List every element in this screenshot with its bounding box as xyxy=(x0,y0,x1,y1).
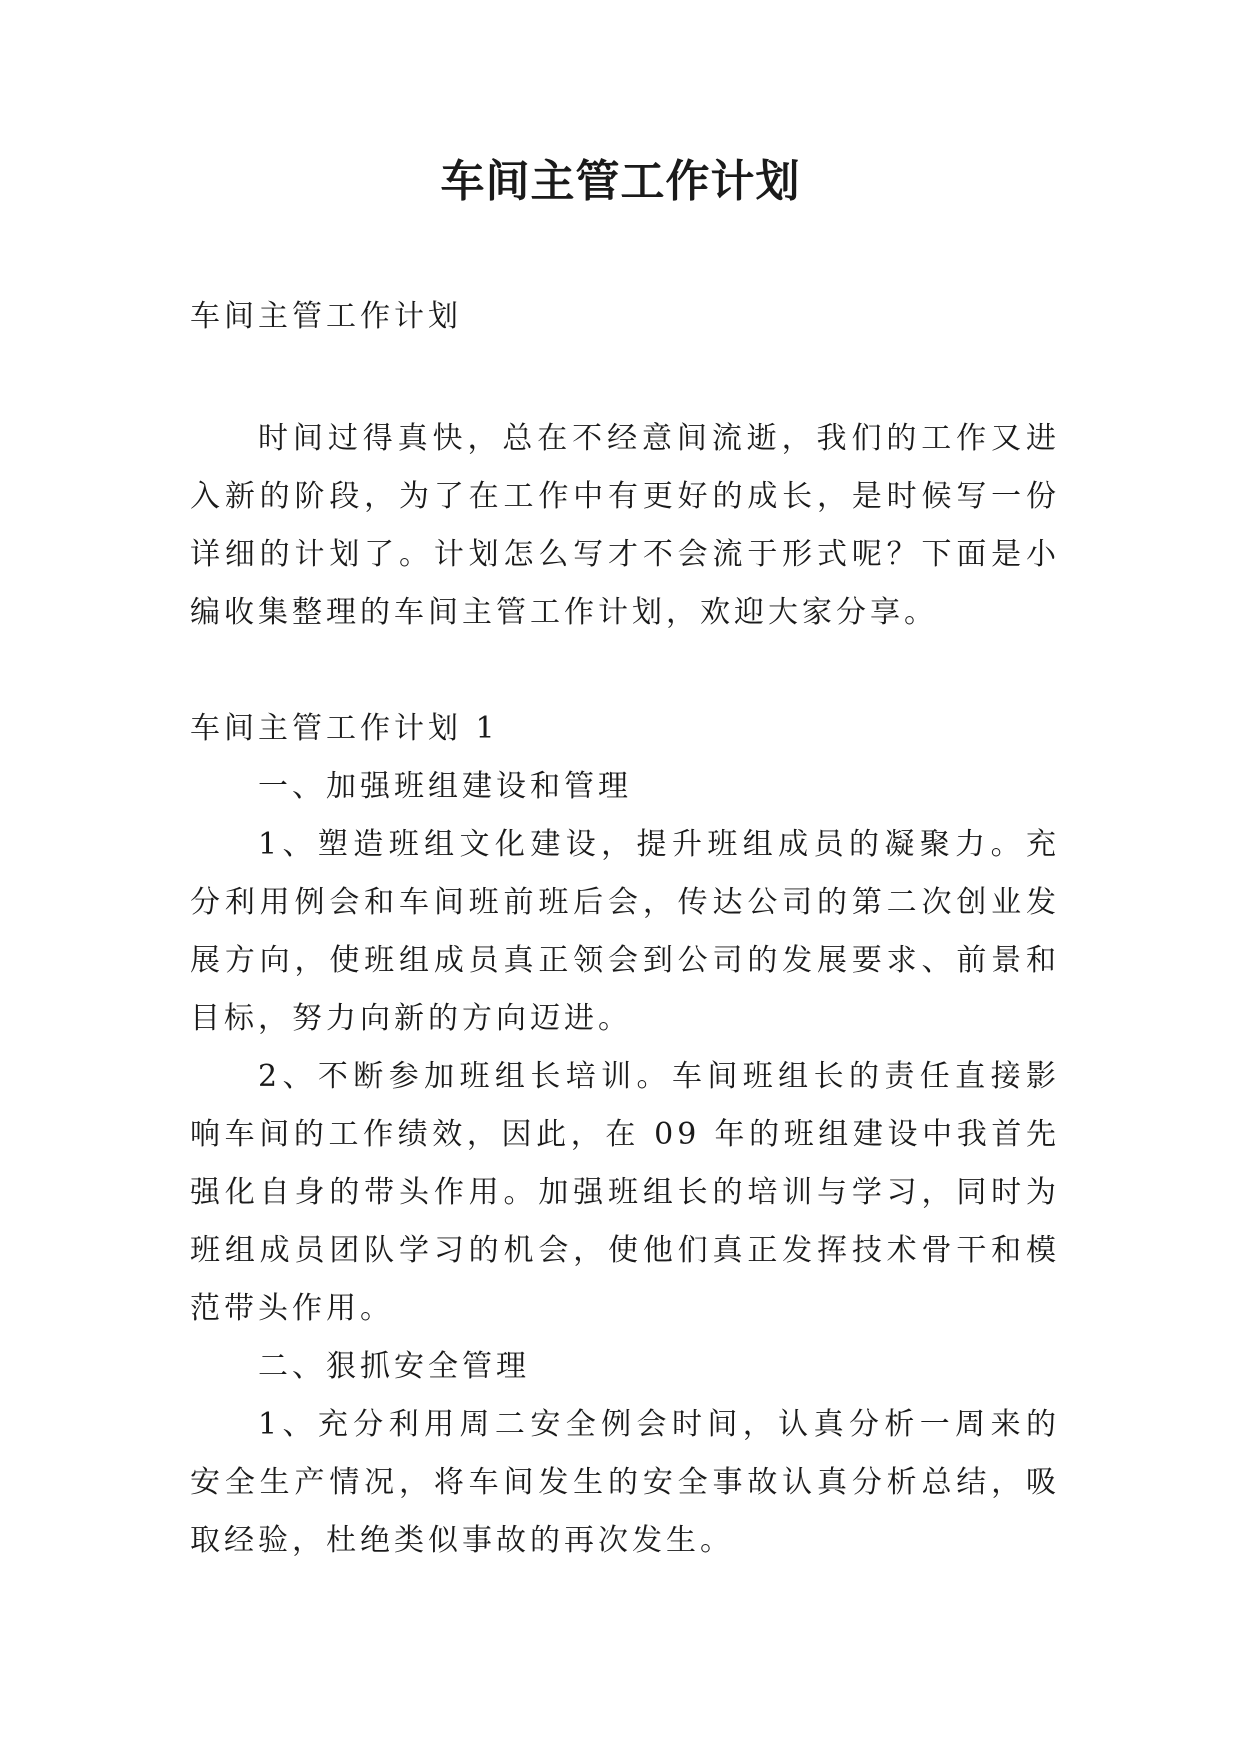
body-block xyxy=(190,700,1060,1570)
paragraph-1-2: 2、不断参加班组长培训。车间班组长的责任直接影响车间的工作绩效，因此，在 09 年的班组建设中我首先强化自身的带头作用。加强班组长的培训与学习，同时为班组成员团队学习的机会，使他们真正发挥技术骨干和模范带头作用。 xyxy=(190,1059,1060,1326)
intro-block xyxy=(190,410,1060,642)
document-subtitle-block xyxy=(190,288,1060,346)
document-title: 车间主管工作计划 xyxy=(440,156,801,207)
document-subtitle: 车间主管工作计划 xyxy=(190,299,462,334)
paragraph-1-1: 1、塑造班组文化建设，提升班组成员的凝聚力。充分利用例会和车间班前班后会，传达公司的第二次创业发展方向，使班组成员真正领会到公司的发展要求、前景和目标，努力向新的方向迈进。 xyxy=(190,827,1060,1036)
heading-1: 一、加强班组建设和管理 xyxy=(258,769,632,804)
intro-paragraph: 时间过得真快，总在不经意间流逝，我们的工作又进入新的阶段，为了在工作中有更好的成长，是时候写一份详细的计划了。计划怎么写才不会流于形式呢？下面是小编收集整理的车间主管工作计划，欢迎大家分享。 xyxy=(190,421,1060,630)
heading-2: 二、狠抓安全管理 xyxy=(258,1349,530,1384)
paragraph-2-1: 1、充分利用周二安全例会时间，认真分析一周来的安全生产情况，将车间发生的安全事故认真分析总结，吸取经验，杜绝类似事故的再次发生。 xyxy=(190,1407,1060,1558)
section-title: 车间主管工作计划 1 xyxy=(190,711,499,746)
